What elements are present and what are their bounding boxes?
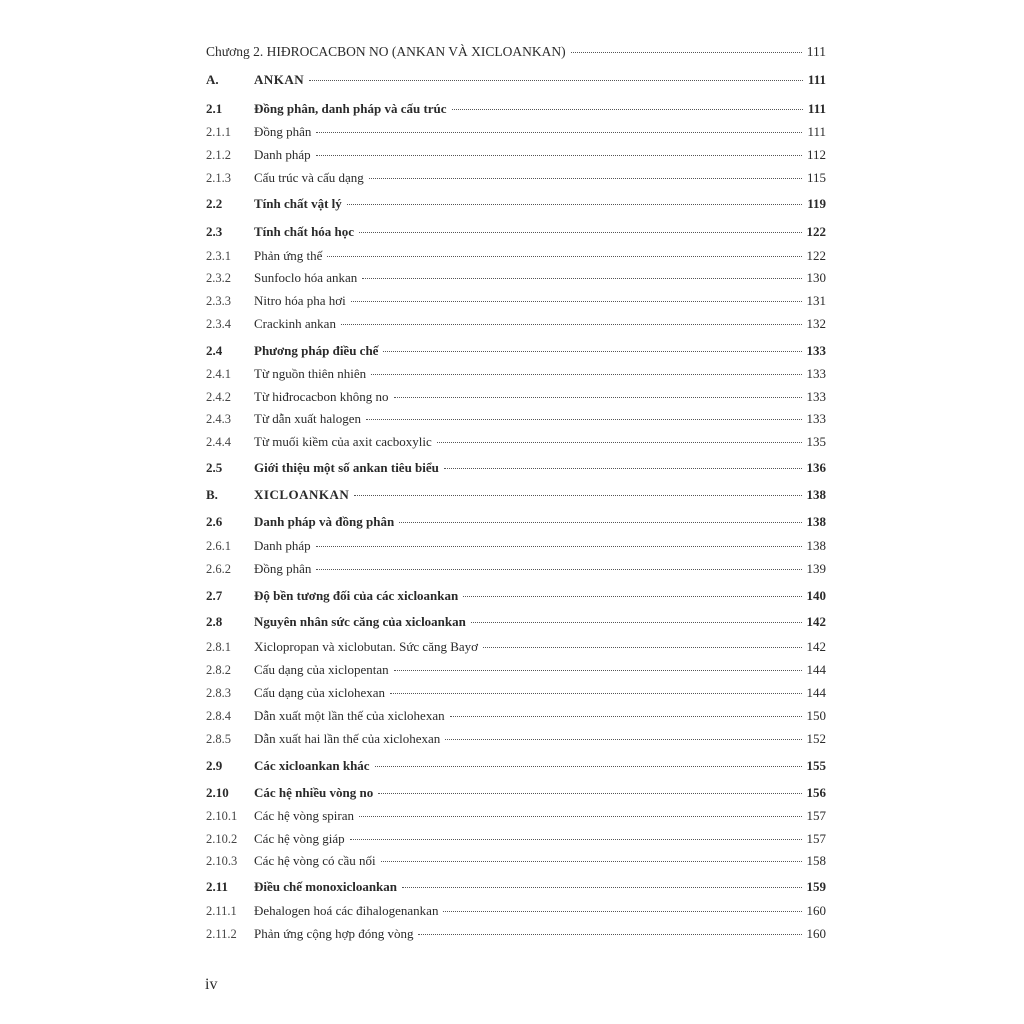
toc-entry-page: 111 bbox=[807, 72, 826, 87]
toc-section-entry bbox=[206, 588, 826, 608]
toc-section-entry bbox=[206, 460, 826, 480]
toc-entry-title: XICLOANKAN bbox=[254, 487, 350, 502]
toc-entry-title: Danh pháp bbox=[254, 538, 311, 553]
toc-entry-number: 2.4.1 bbox=[206, 367, 231, 381]
toc-entry-title: Các hệ vòng spiran bbox=[254, 808, 355, 823]
toc-entry-number: B. bbox=[206, 487, 218, 502]
toc-entry-title: Dẫn xuất một lần thế của xiclohexan bbox=[254, 708, 445, 723]
toc-entry-number: 2.3.2 bbox=[206, 271, 231, 285]
toc-entry-title: Các hệ vòng giáp bbox=[254, 831, 345, 846]
toc-entry-page: 156 bbox=[806, 785, 826, 800]
toc-subsection-entry bbox=[206, 411, 826, 431]
toc-entry-title: Các hệ nhiều vòng no bbox=[254, 785, 374, 800]
toc-entry-number: 2.11 bbox=[206, 879, 229, 894]
toc-entry-page: 133 bbox=[806, 389, 826, 404]
toc-part-entry bbox=[206, 487, 826, 507]
toc-subsection-entry bbox=[206, 124, 826, 144]
toc-entry-page: 144 bbox=[806, 662, 826, 677]
toc-section-entry bbox=[206, 614, 826, 634]
dot-leader bbox=[402, 887, 801, 888]
toc-entry-title: Cấu dạng của xiclohexan bbox=[254, 685, 386, 700]
dot-leader bbox=[316, 546, 802, 547]
toc-entry-page: 155 bbox=[806, 758, 826, 773]
toc-entry-title: Từ nguồn thiên nhiên bbox=[254, 366, 367, 381]
dot-leader bbox=[381, 861, 802, 862]
dot-leader bbox=[316, 132, 802, 133]
toc-entry-number: 2.4 bbox=[206, 343, 223, 358]
toc-entry-page: 159 bbox=[806, 879, 826, 894]
toc-subsection-entry bbox=[206, 147, 826, 167]
toc-entry-title: Các hệ vòng có cầu nối bbox=[254, 853, 376, 868]
dot-leader bbox=[316, 569, 801, 570]
toc-entry-title: Cấu dạng của xiclopentan bbox=[254, 662, 389, 677]
dot-leader bbox=[309, 80, 803, 81]
toc-entry-title: Tính chất hóa học bbox=[254, 224, 355, 239]
toc-entry-title: Sunfoclo hóa ankan bbox=[254, 270, 358, 285]
toc-entry-page: 132 bbox=[806, 316, 826, 331]
dot-leader bbox=[471, 622, 802, 623]
dot-leader bbox=[362, 278, 801, 279]
toc-entry-page: 158 bbox=[806, 853, 826, 868]
dot-leader bbox=[351, 301, 802, 302]
dot-leader bbox=[445, 739, 801, 740]
toc-entry-title: Từ dẫn xuất halogen bbox=[254, 411, 362, 426]
toc-entry-number: 2.8.2 bbox=[206, 663, 231, 677]
toc-section-entry bbox=[206, 758, 826, 778]
toc-entry-page: 133 bbox=[806, 366, 826, 381]
dot-leader bbox=[571, 52, 802, 53]
dot-leader bbox=[359, 816, 801, 817]
dot-leader bbox=[444, 468, 802, 469]
toc-entry-title: Các xicloankan khác bbox=[254, 758, 370, 773]
toc-subsection-entry bbox=[206, 561, 826, 581]
toc-entry-title: Cấu trúc và cấu dạng bbox=[254, 170, 364, 185]
toc-entry-number: 2.10.3 bbox=[206, 854, 238, 868]
dot-leader bbox=[327, 256, 801, 257]
toc-section-entry bbox=[206, 224, 826, 244]
toc-entry-number: 2.2 bbox=[206, 196, 223, 211]
toc-entry-number: 2.8.4 bbox=[206, 709, 231, 723]
toc-entry-title: Giới thiệu một số ankan tiêu biểu bbox=[254, 460, 439, 475]
toc-subsection-entry bbox=[206, 639, 826, 659]
toc-subsection-entry bbox=[206, 926, 826, 946]
toc-entry-page: 122 bbox=[806, 248, 826, 263]
dot-leader bbox=[394, 397, 802, 398]
toc-entry-page: 130 bbox=[806, 270, 826, 285]
dot-leader bbox=[347, 204, 802, 205]
toc-entry-number: 2.1.2 bbox=[206, 148, 231, 162]
toc-entry-page: 157 bbox=[806, 808, 826, 823]
dot-leader bbox=[354, 495, 801, 496]
toc-entry-number: 2.7 bbox=[206, 588, 223, 603]
toc-entry-page: 140 bbox=[806, 588, 826, 603]
toc-entry-title: Nguyên nhân sức căng của xicloankan bbox=[254, 614, 466, 629]
toc-entry-title: Chương 2. HIĐROCACBON NO (ANKAN VÀ XICLOANKAN) bbox=[206, 44, 566, 59]
toc-entry-title: Nitro hóa pha hơi bbox=[254, 293, 346, 308]
toc-subsection-entry bbox=[206, 293, 826, 313]
toc-subsection-entry bbox=[206, 538, 826, 558]
toc-part-entry bbox=[206, 72, 826, 92]
toc-entry-page: 160 bbox=[806, 903, 826, 918]
toc-entry-number: 2.4.2 bbox=[206, 390, 231, 404]
dot-leader bbox=[378, 793, 801, 794]
dot-leader bbox=[359, 232, 801, 233]
toc-entry-number: 2.6.2 bbox=[206, 562, 231, 576]
dot-leader bbox=[399, 522, 801, 523]
toc-section-entry bbox=[206, 879, 826, 899]
dot-leader bbox=[341, 324, 802, 325]
dot-leader bbox=[483, 647, 801, 648]
toc-entry-title: Từ hiđrocacbon không no bbox=[254, 389, 389, 404]
toc-entry-number: A. bbox=[206, 72, 219, 87]
toc-entry-number: 2.6.1 bbox=[206, 539, 231, 553]
toc-entry-number: 2.10.2 bbox=[206, 832, 238, 846]
toc-subsection-entry bbox=[206, 389, 826, 409]
toc-entry-page: 111 bbox=[807, 124, 826, 139]
toc-entry-number: 2.6 bbox=[206, 514, 223, 529]
toc-subsection-entry bbox=[206, 366, 826, 386]
toc-entry-title: ANKAN bbox=[254, 72, 305, 87]
toc-entry-page: 119 bbox=[807, 196, 826, 211]
toc-entry-number: 2.3.3 bbox=[206, 294, 231, 308]
toc-entry-page: 160 bbox=[806, 926, 826, 941]
toc-subsection-entry bbox=[206, 708, 826, 728]
toc-entry-title: Dẫn xuất hai lần thế của xiclohexan bbox=[254, 731, 441, 746]
toc-entry-title: Phản ứng cộng hợp đóng vòng bbox=[254, 926, 414, 941]
toc-entry-title: Crackinh ankan bbox=[254, 316, 336, 331]
toc-entry-page: 138 bbox=[806, 487, 826, 502]
dot-leader bbox=[437, 442, 802, 443]
toc-subsection-entry bbox=[206, 248, 826, 268]
dot-leader bbox=[316, 155, 802, 156]
toc-entry-number: 2.11.2 bbox=[206, 927, 237, 941]
toc-entry-page: 138 bbox=[806, 514, 826, 529]
toc-subsection-entry bbox=[206, 662, 826, 682]
toc-entry-page: 111 bbox=[806, 44, 826, 59]
toc-subsection-entry bbox=[206, 903, 826, 923]
toc-subsection-entry bbox=[206, 808, 826, 828]
toc-entry-title: Đồng phân, danh pháp và cấu trúc bbox=[254, 101, 447, 116]
toc-entry-number: 2.3 bbox=[206, 224, 223, 239]
dot-leader bbox=[369, 178, 802, 179]
toc-entry-page: 142 bbox=[806, 639, 826, 654]
toc-section-entry bbox=[206, 785, 826, 805]
toc-entry-number: 2.4.4 bbox=[206, 435, 231, 449]
toc-entry-title: Đồng phân bbox=[254, 124, 312, 139]
toc-section-entry bbox=[206, 101, 826, 121]
toc-subsection-entry bbox=[206, 270, 826, 290]
toc-entry-page: 133 bbox=[806, 343, 826, 358]
toc-entry-number: 2.8.5 bbox=[206, 732, 231, 746]
dot-leader bbox=[383, 351, 801, 352]
toc-entry-page: 115 bbox=[806, 170, 826, 185]
toc-entry-title: Độ bền tương đối của các xicloankan bbox=[254, 588, 459, 603]
dot-leader bbox=[450, 716, 802, 717]
toc-entry-page: 131 bbox=[806, 293, 826, 308]
toc-entry-number: 2.11.1 bbox=[206, 904, 237, 918]
toc-entry-page: 133 bbox=[806, 411, 826, 426]
toc-entry-title: Từ muối kiềm của axit cacboxylic bbox=[254, 434, 432, 449]
toc-entry-title: Danh pháp và đồng phân bbox=[254, 514, 395, 529]
toc-entry-page: 142 bbox=[806, 614, 826, 629]
toc-entry-number: 2.10 bbox=[206, 785, 229, 800]
toc-entry-page: 152 bbox=[806, 731, 826, 746]
toc-entry-title: Phương pháp điều chế bbox=[254, 343, 379, 358]
toc-entry-page: 144 bbox=[806, 685, 826, 700]
toc-entry-number: 2.4.3 bbox=[206, 412, 231, 426]
toc-entry-title: Đồng phân bbox=[254, 561, 312, 576]
toc-entry-page: 135 bbox=[806, 434, 826, 449]
toc-section-entry bbox=[206, 514, 826, 534]
dot-leader bbox=[375, 766, 802, 767]
dot-leader bbox=[463, 596, 801, 597]
toc-entry-title: Tính chất vật lý bbox=[254, 196, 342, 211]
toc-subsection-entry bbox=[206, 853, 826, 873]
toc-entry-number: 2.3.4 bbox=[206, 317, 231, 331]
dot-leader bbox=[366, 419, 801, 420]
toc-entry-number: 2.10.1 bbox=[206, 809, 238, 823]
dot-leader bbox=[390, 693, 801, 694]
toc-entry-page: 139 bbox=[806, 561, 826, 576]
toc-subsection-entry bbox=[206, 685, 826, 705]
toc-chapter-entry bbox=[206, 44, 826, 64]
toc-entry-title: Đehalogen hoá các đihalogenankan bbox=[254, 903, 439, 918]
dot-leader bbox=[452, 109, 803, 110]
toc-section-entry bbox=[206, 196, 826, 216]
toc-entry-number: 2.8.1 bbox=[206, 640, 231, 654]
dot-leader bbox=[418, 934, 801, 935]
dot-leader bbox=[443, 911, 801, 912]
toc-entry-page: 150 bbox=[806, 708, 826, 723]
toc-entry-number: 2.9 bbox=[206, 758, 223, 773]
toc-subsection-entry bbox=[206, 170, 826, 190]
toc-section-entry bbox=[206, 343, 826, 363]
toc-entry-number: 2.8 bbox=[206, 614, 223, 629]
toc-subsection-entry bbox=[206, 731, 826, 751]
toc-entry-number: 2.5 bbox=[206, 460, 223, 475]
toc-entry-page: 122 bbox=[806, 224, 826, 239]
toc-subsection-entry bbox=[206, 434, 826, 454]
toc-entry-title: Điều chế monoxicloankan bbox=[254, 879, 398, 894]
toc-entry-title: Xiclopropan và xiclobutan. Sức căng Bayơ bbox=[254, 639, 479, 654]
toc-subsection-entry bbox=[206, 316, 826, 336]
page-number-footer: iv bbox=[205, 976, 218, 993]
dot-leader bbox=[394, 670, 802, 671]
toc-entry-page: 138 bbox=[806, 538, 826, 553]
toc-entry-title: Danh pháp bbox=[254, 147, 311, 162]
toc-entry-number: 2.3.1 bbox=[206, 249, 231, 263]
dot-leader bbox=[371, 374, 801, 375]
toc-entry-number: 2.1.3 bbox=[206, 171, 231, 185]
toc-entry-number: 2.8.3 bbox=[206, 686, 231, 700]
toc-entry-title: Phản ứng thế bbox=[254, 248, 323, 263]
dot-leader bbox=[350, 839, 802, 840]
toc-entry-number: 2.1 bbox=[206, 101, 223, 116]
toc-entry-page: 111 bbox=[807, 101, 826, 116]
toc-entry-page: 112 bbox=[806, 147, 826, 162]
toc-entry-page: 136 bbox=[806, 460, 826, 475]
toc-entry-number: 2.1.1 bbox=[206, 125, 231, 139]
toc-subsection-entry bbox=[206, 831, 826, 851]
toc-entry-page: 157 bbox=[806, 831, 826, 846]
